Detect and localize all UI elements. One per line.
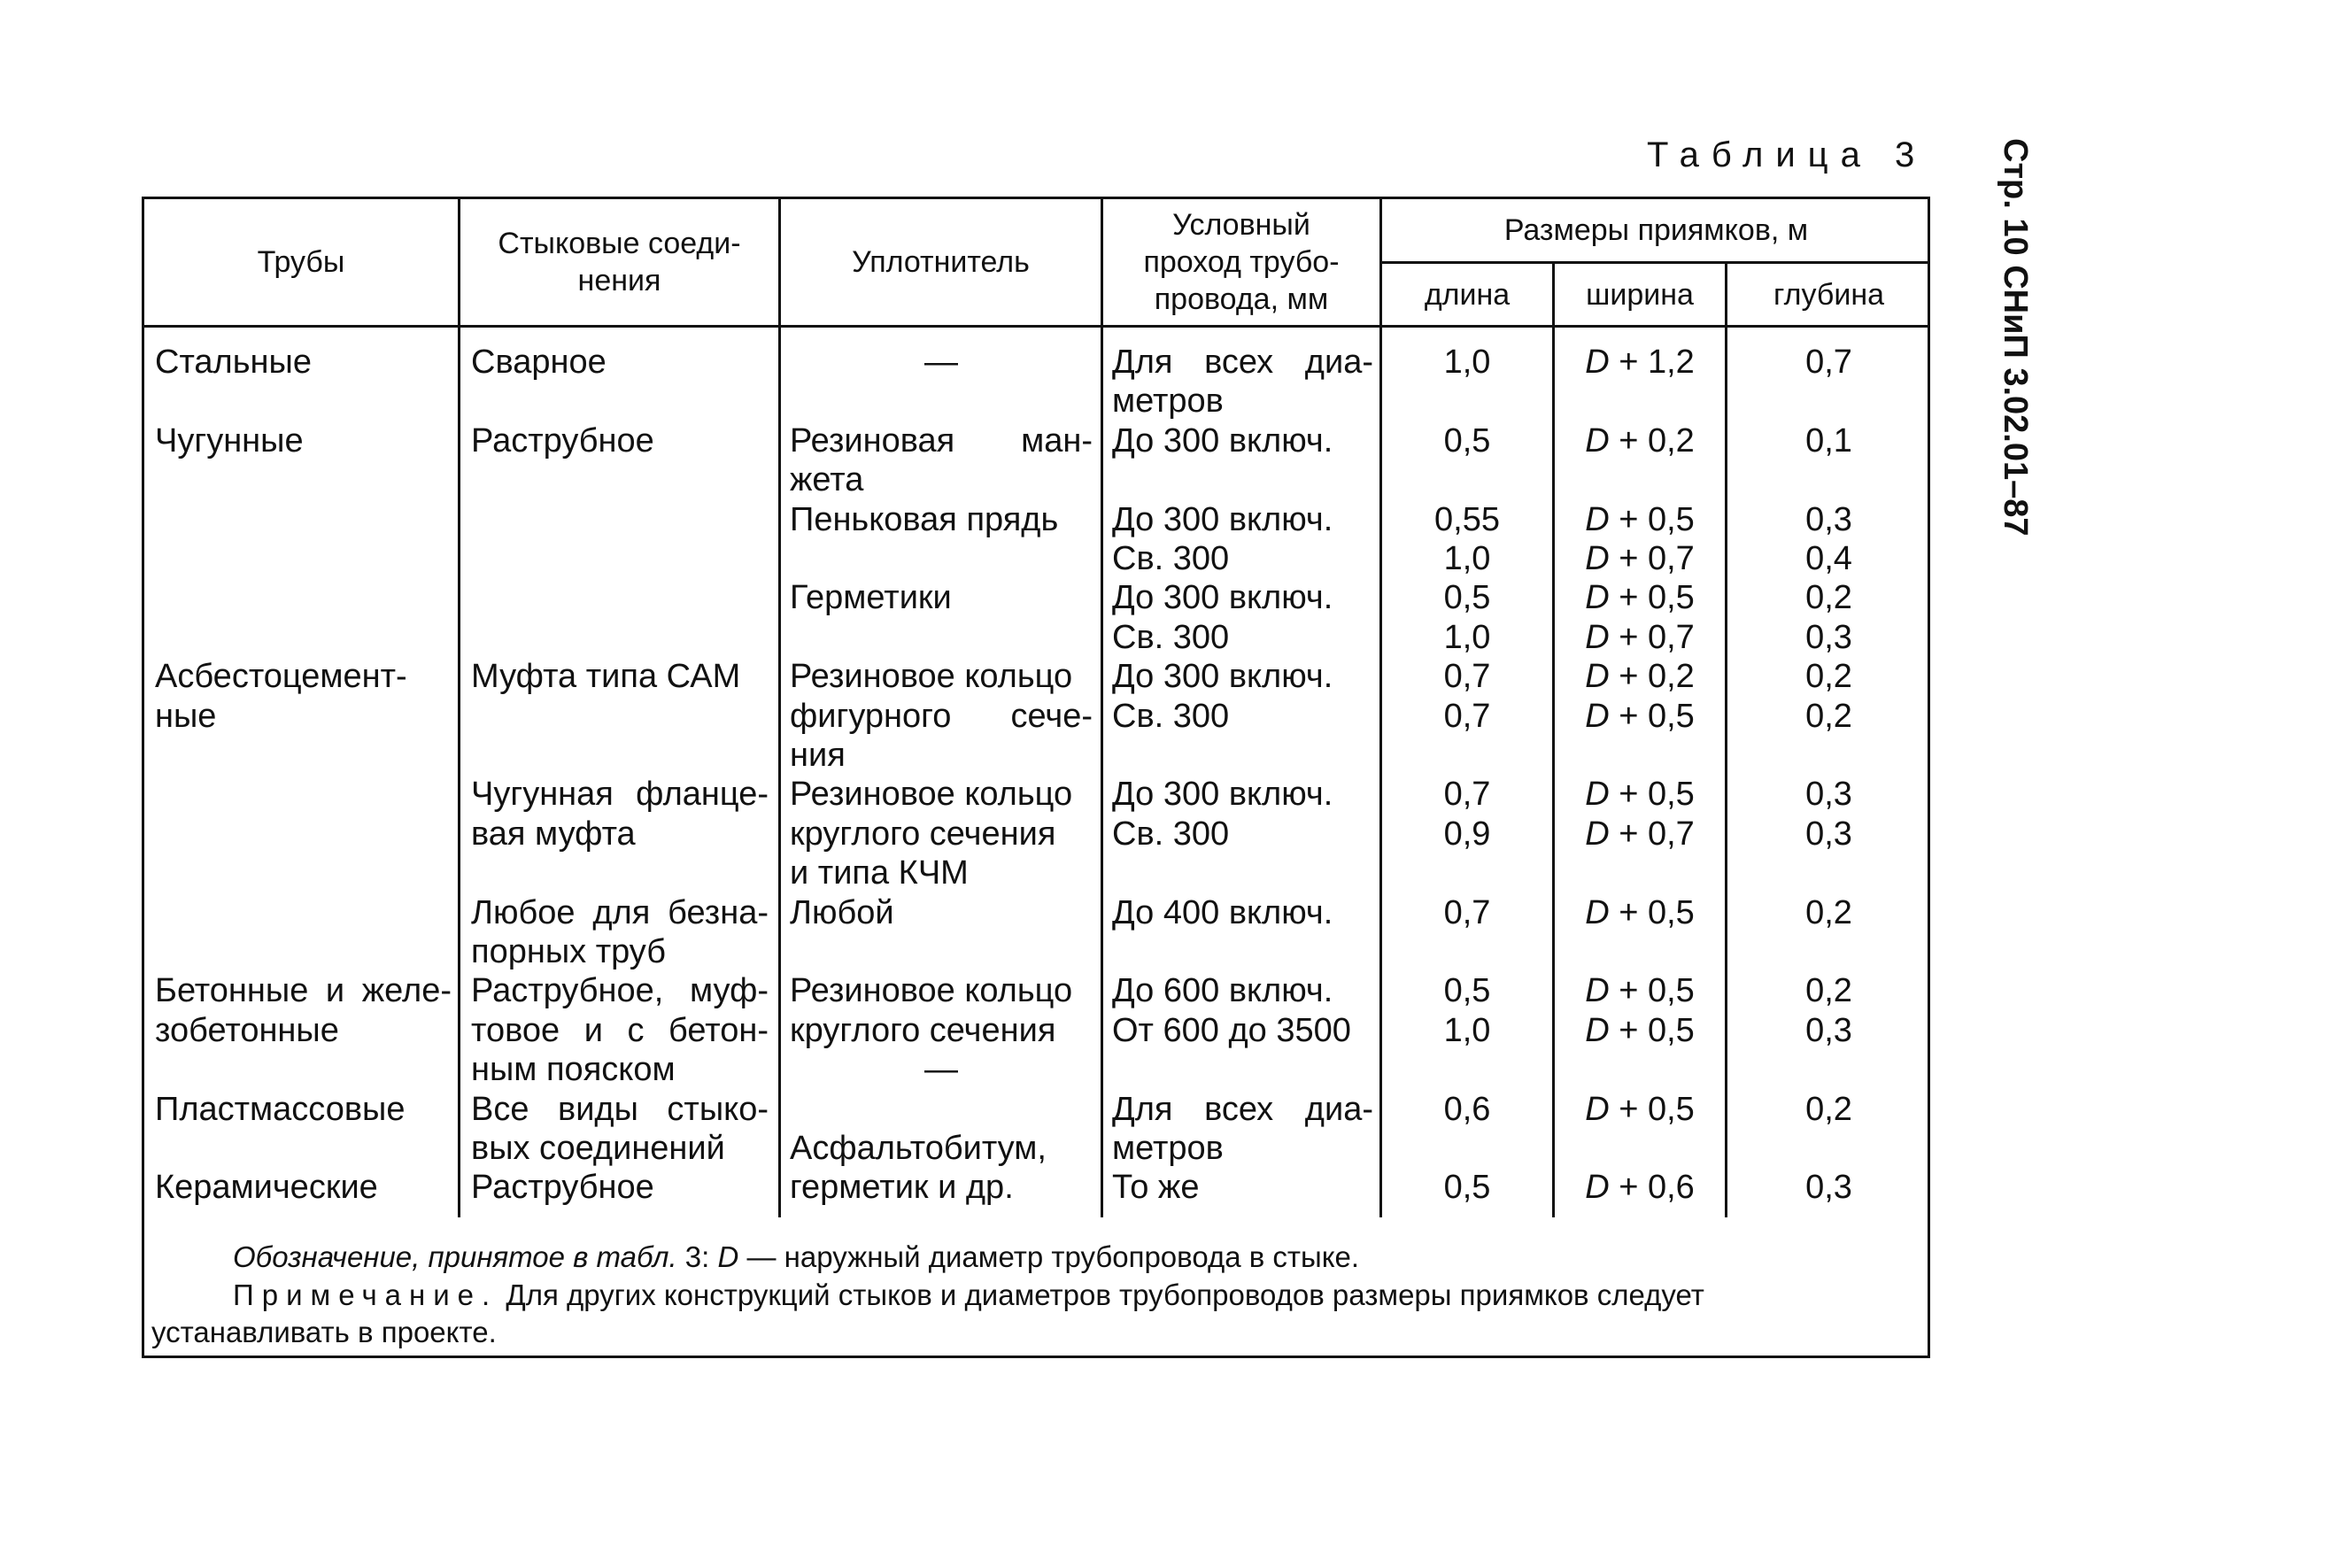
cell-passage: До 400 включ.: [1112, 893, 1333, 931]
cell-joints: товое и с бетон-: [471, 1011, 769, 1049]
cell-depth: 0,2: [1805, 579, 1852, 617]
cell-length: 0,7: [1443, 658, 1491, 696]
cell-passage: До 300 включ.: [1112, 421, 1333, 460]
designation-number: 3:: [684, 1240, 710, 1273]
cell-joints: Все виды стыко-: [471, 1090, 769, 1128]
cell-length: 0,5: [1443, 579, 1491, 617]
cell-length: 0,5: [1443, 421, 1491, 460]
cell-sealant: Герметики: [790, 579, 952, 617]
cell-joints: Раструбное, муф-: [471, 972, 769, 1010]
designation-text: — наружный диаметр трубопровода в стыке.: [746, 1240, 1360, 1273]
cell-depth: 0,3: [1805, 1169, 1852, 1207]
cell-pipes: Бетонные и желе-: [155, 972, 452, 1010]
cell-sealant: ния: [790, 737, 846, 774]
cell-sealant: Резиновое кольцо: [790, 972, 1073, 1010]
cell-sealant: Асфальтобитум,: [790, 1130, 1047, 1167]
cell-sealant: Резиновое кольцо: [790, 776, 1073, 814]
cell-passage: До 300 включ.: [1112, 500, 1333, 538]
cell-length: 0,7: [1443, 776, 1491, 814]
header-length: длина: [1424, 277, 1511, 312]
cell-width: D + 0,7: [1585, 618, 1695, 656]
cell-length: 1,0: [1443, 1011, 1491, 1049]
cell-width: D + 0,5: [1585, 579, 1695, 617]
cell-joints: Раструбное: [471, 421, 654, 460]
header-line: Уплотнитель: [852, 245, 1030, 279]
header-sizes: Размеры приямков, м: [1503, 213, 1809, 247]
cell-passage: метров: [1112, 1130, 1224, 1167]
header-pipes: [144, 199, 458, 325]
header-line: провода, мм: [1154, 282, 1329, 316]
cell-sealant: и типа КЧМ: [790, 854, 969, 892]
cell-depth: 0,3: [1805, 618, 1852, 656]
cell-sealant: Любой: [790, 893, 894, 931]
cell-length: 1,0: [1443, 344, 1491, 381]
cell-sealant: фигурного сече-: [790, 697, 1093, 735]
cell-length: 0,6: [1443, 1090, 1491, 1128]
cell-passage: До 600 включ.: [1112, 972, 1333, 1010]
cell-depth: 0,1: [1805, 421, 1852, 460]
cell-length: 0,5: [1443, 972, 1491, 1010]
cell-pipes: Керамические: [155, 1169, 378, 1207]
cell-length: 0,9: [1443, 815, 1491, 853]
cell-depth: 0,2: [1805, 893, 1852, 931]
divider-pipes: [458, 199, 460, 1217]
cell-passage: Св. 300: [1112, 540, 1230, 577]
cell-depth: 0,3: [1805, 1011, 1852, 1049]
cell-depth: 0,3: [1805, 776, 1852, 814]
cell-width: D + 0,5: [1585, 500, 1695, 538]
cell-depth: 0,3: [1805, 500, 1852, 538]
cell-passage: Св. 300: [1112, 697, 1230, 735]
cell-joints: Раструбное: [471, 1169, 654, 1207]
header-depth: глубина: [1773, 277, 1885, 312]
cell-width: D + 0,5: [1585, 697, 1695, 735]
cell-passage: метров: [1112, 382, 1224, 421]
cell-sealant: —: [924, 344, 958, 381]
header-line: Трубы: [257, 245, 345, 279]
cell-passage: До 300 включ.: [1112, 579, 1333, 617]
cell-width: D + 0,2: [1585, 658, 1695, 696]
notes-area: [144, 1217, 1930, 1220]
header-line: нения: [577, 264, 661, 297]
cell-depth: 0,2: [1805, 658, 1852, 696]
cell-length: 0,55: [1434, 500, 1500, 538]
remark-line-2: устанавливать в проекте.: [151, 1316, 497, 1348]
designation-note: [233, 1240, 1359, 1275]
cell-pipes: Асбестоцемент-: [155, 658, 407, 696]
header-passage: [1103, 199, 1379, 325]
cell-width: D + 0,5: [1585, 1090, 1695, 1128]
cell-joints: ным пояском: [471, 1051, 676, 1089]
cell-joints: вых соединений: [471, 1130, 725, 1167]
cell-passage: До 300 включ.: [1112, 776, 1333, 814]
cell-joints: Чугунная фланце-: [471, 776, 769, 814]
cell-pipes: зобетонные: [155, 1011, 339, 1049]
cell-depth: 0,2: [1805, 1090, 1852, 1128]
cell-width: D + 0,5: [1585, 972, 1695, 1010]
cell-width: D + 0,7: [1585, 815, 1695, 853]
data-table: [142, 197, 1930, 1358]
cell-passage: До 300 включ.: [1112, 658, 1333, 696]
page-side-header: Стр. 10 СНиП 3.02.01–87: [1997, 138, 2034, 537]
cell-sealant: жета: [790, 461, 864, 499]
divider-length: [1552, 261, 1555, 1217]
cell-width: D + 0,7: [1585, 540, 1695, 577]
table-label: Таблица 3: [1647, 135, 1928, 174]
cell-length: 0,7: [1443, 893, 1491, 931]
designation-symbol: D: [717, 1240, 739, 1273]
cell-sealant: герметик и др.: [790, 1169, 1014, 1207]
cell-passage: Для всех диа-: [1112, 344, 1373, 381]
cell-passage: От 600 до 3500: [1112, 1011, 1351, 1049]
cell-joints: Любое для безна-: [471, 893, 769, 931]
divider-width: [1725, 261, 1727, 1217]
cell-pipes: Пластмассовые: [155, 1090, 406, 1128]
cell-depth: 0,4: [1805, 540, 1852, 577]
header-width: ширина: [1586, 277, 1694, 312]
cell-length: 1,0: [1443, 540, 1491, 577]
header-sealant: [781, 199, 1101, 325]
header-line: проход трубо-: [1143, 245, 1340, 279]
header-bottom-divider: [144, 325, 1930, 328]
remark-text: Для других конструкций стыков и диаметров трубопроводов размеры приямков следует: [506, 1278, 1704, 1311]
cell-pipes: Чугунные: [155, 421, 304, 460]
cell-passage: То же: [1112, 1169, 1200, 1207]
cell-joints: порных труб: [471, 933, 667, 970]
divider-sealant: [1101, 199, 1103, 1217]
remark-line-1: [233, 1278, 1704, 1313]
header-joints: [460, 199, 778, 325]
cell-width: D + 0,5: [1585, 1011, 1695, 1049]
cell-passage: Св. 300: [1112, 815, 1230, 853]
cell-pipes: ные: [155, 697, 217, 735]
cell-width: D + 0,5: [1585, 776, 1695, 814]
cell-passage: Св. 300: [1112, 618, 1230, 656]
cell-sealant: Пеньковая прядь: [790, 500, 1059, 538]
cell-sealant: Резиновая ман-: [790, 421, 1093, 460]
cell-width: D + 0,6: [1585, 1169, 1695, 1207]
cell-depth: 0,2: [1805, 697, 1852, 735]
designation-prefix: Обозначение, принятое в табл.: [233, 1240, 677, 1273]
cell-pipes: Стальные: [155, 344, 312, 381]
cell-joints: Муфта типа САМ: [471, 658, 741, 696]
cell-length: 1,0: [1443, 618, 1491, 656]
cell-passage: Для всех диа-: [1112, 1090, 1373, 1128]
cell-depth: 0,7: [1805, 344, 1852, 381]
cell-joints: Сварное: [471, 344, 607, 381]
cell-depth: 0,2: [1805, 972, 1852, 1010]
cell-width: D + 0,5: [1585, 893, 1695, 931]
header-line: Стыковые соеди-: [498, 227, 741, 260]
cell-width: D + 0,2: [1585, 421, 1695, 460]
cell-joints: вая муфта: [471, 815, 636, 853]
cell-sealant: Резиновое кольцо: [790, 658, 1073, 696]
cell-length: 0,7: [1443, 697, 1491, 735]
cell-sealant: —: [924, 1051, 958, 1089]
divider-joints: [778, 199, 781, 1217]
cell-depth: 0,3: [1805, 815, 1852, 853]
cell-sealant: круглого сечения: [790, 1011, 1056, 1049]
cell-sealant: круглого сечения: [790, 815, 1056, 853]
header-line: Условный: [1172, 208, 1310, 242]
cell-length: 0,5: [1443, 1169, 1491, 1207]
cell-width: D + 1,2: [1585, 344, 1695, 381]
remark-label: Примечание.: [233, 1278, 498, 1311]
